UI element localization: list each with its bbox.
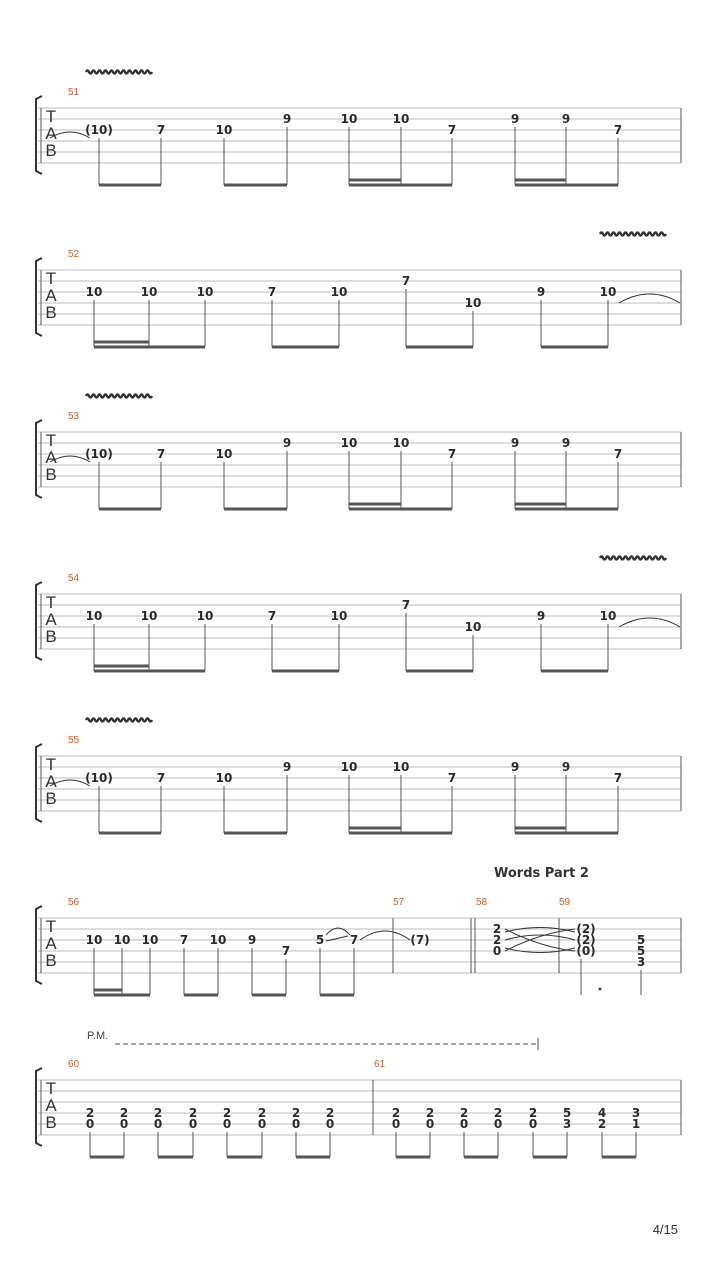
fret-number: 9 xyxy=(510,112,520,126)
fret-number: (10) xyxy=(85,123,113,137)
fret-number: 2 xyxy=(425,1106,435,1120)
fret-number: 5 xyxy=(636,933,646,947)
note-beam xyxy=(320,994,354,997)
fret-number: (2) xyxy=(576,922,596,936)
fret-number: 2 xyxy=(459,1106,469,1120)
note-beam xyxy=(94,670,205,673)
tie-slur xyxy=(505,935,575,940)
vibrato-mark xyxy=(86,719,152,722)
fret-number: 9 xyxy=(247,933,257,947)
fret-number: 2 xyxy=(493,1106,503,1120)
fret-number: 9 xyxy=(282,436,292,450)
note-beam xyxy=(158,1156,193,1159)
tab-letter-t: T xyxy=(45,269,57,288)
note-beam xyxy=(349,184,452,187)
tab-staff-5 xyxy=(36,719,681,835)
fret-number: 0 xyxy=(291,1117,301,1131)
note-beam xyxy=(224,184,287,187)
fret-number: 9 xyxy=(510,436,520,450)
fret-number: 2 xyxy=(528,1106,538,1120)
tie-slur xyxy=(619,618,680,627)
tab-letter-t: T xyxy=(45,1079,57,1098)
fret-number: 10 xyxy=(599,609,617,623)
note-beam xyxy=(94,341,149,344)
fret-number: 7 xyxy=(401,598,411,612)
note-beam xyxy=(602,1156,636,1159)
fret-number: 7 xyxy=(447,447,457,461)
note-beam xyxy=(99,184,161,187)
vibrato-mark xyxy=(86,71,152,74)
note-beam xyxy=(94,989,122,992)
fret-number: 0 xyxy=(188,1117,198,1131)
fret-number: 9 xyxy=(561,760,571,774)
tab-letter-a: A xyxy=(45,1096,57,1115)
tie-slur xyxy=(619,294,680,303)
fret-number: 9 xyxy=(536,609,546,623)
fret-number: 2 xyxy=(325,1106,335,1120)
fret-number: 2 xyxy=(153,1106,163,1120)
fret-number: 10 xyxy=(340,436,358,450)
fret-number: 10 xyxy=(85,933,103,947)
tab-letter-t: T xyxy=(45,431,57,450)
fret-number: 2 xyxy=(391,1106,401,1120)
note-beam xyxy=(515,832,618,835)
fret-number: 2 xyxy=(492,922,502,936)
fret-number: 5 xyxy=(315,933,325,947)
fret-number: 3 xyxy=(562,1117,572,1131)
note-beam xyxy=(99,508,161,511)
fret-number: 7 xyxy=(613,447,623,461)
note-beam xyxy=(464,1156,498,1159)
fret-number: 10 xyxy=(340,760,358,774)
tie-slur xyxy=(360,931,410,940)
fret-number: 7 xyxy=(447,771,457,785)
fret-number: 7 xyxy=(267,285,277,299)
tab-letter-b: B xyxy=(45,789,57,808)
measure-number: 54 xyxy=(68,573,80,584)
tab-letter-a: A xyxy=(45,934,57,953)
fret-number: 10 xyxy=(215,123,233,137)
section-label: Words Part 2 xyxy=(494,866,589,881)
fret-number: 0 xyxy=(528,1117,538,1131)
fret-number: (0) xyxy=(576,944,596,958)
tab-letter-b: B xyxy=(45,627,57,646)
fret-number: (10) xyxy=(85,447,113,461)
fret-number: (2) xyxy=(576,933,596,947)
tab-letter-b: B xyxy=(45,465,57,484)
fret-number: 2 xyxy=(188,1106,198,1120)
fret-number: 0 xyxy=(391,1117,401,1131)
note-beam xyxy=(515,508,618,511)
fret-number: 9 xyxy=(282,112,292,126)
tab-staff-2 xyxy=(36,233,681,349)
fret-number: 9 xyxy=(536,285,546,299)
note-beam xyxy=(272,346,339,349)
tab-letter-a: A xyxy=(45,124,57,143)
fret-number: 10 xyxy=(140,285,158,299)
page-number: 4/15 xyxy=(652,1222,678,1237)
fret-number: 2 xyxy=(291,1106,301,1120)
fret-number: 2 xyxy=(257,1106,267,1120)
fret-number: 0 xyxy=(459,1117,469,1131)
note-beam xyxy=(94,346,205,349)
tab-letter-b: B xyxy=(45,303,57,322)
fret-number: 10 xyxy=(215,447,233,461)
fret-number: 7 xyxy=(156,123,166,137)
tab-staff-6 xyxy=(36,866,681,997)
fret-number: 10 xyxy=(330,609,348,623)
note-beam xyxy=(406,346,473,349)
note-beam xyxy=(515,184,618,187)
fret-number: 10 xyxy=(113,933,131,947)
tab-letter-a: A xyxy=(45,448,57,467)
fret-number: 9 xyxy=(561,112,571,126)
fret-number: 7 xyxy=(613,123,623,137)
fret-number: 10 xyxy=(392,436,410,450)
note-beam xyxy=(533,1156,567,1159)
fret-number: (7) xyxy=(410,933,430,947)
note-beam xyxy=(396,1156,430,1159)
note-beam xyxy=(515,827,566,830)
tab-letter-a: A xyxy=(45,286,57,305)
fret-number: 10 xyxy=(141,933,159,947)
fret-number: 0 xyxy=(119,1117,129,1131)
note-beam xyxy=(349,508,452,511)
measure-number: 52 xyxy=(68,249,80,260)
fret-number: 10 xyxy=(464,296,482,310)
fret-number: 10 xyxy=(392,112,410,126)
note-beam xyxy=(272,670,339,673)
note-beam xyxy=(227,1156,262,1159)
fret-number: 7 xyxy=(267,609,277,623)
vibrato-mark xyxy=(86,395,152,398)
fret-number: 0 xyxy=(153,1117,163,1131)
note-beam xyxy=(224,508,287,511)
tab-staff-1 xyxy=(36,71,681,187)
fret-number: 0 xyxy=(85,1117,95,1131)
note-beam xyxy=(252,994,286,997)
fret-number: 7 xyxy=(179,933,189,947)
note-beam xyxy=(541,346,608,349)
note-beam xyxy=(349,503,401,506)
note-beam xyxy=(94,994,150,997)
fret-number: 9 xyxy=(510,760,520,774)
fret-number: 7 xyxy=(613,771,623,785)
fret-number: 0 xyxy=(492,944,502,958)
measure-number: 57 xyxy=(393,897,405,908)
fret-number: 7 xyxy=(156,447,166,461)
fret-number: 3 xyxy=(636,955,646,969)
fret-number: (10) xyxy=(85,771,113,785)
fret-number: 7 xyxy=(281,944,291,958)
fret-number: 10 xyxy=(340,112,358,126)
fret-number: 2 xyxy=(119,1106,129,1120)
fret-number: 9 xyxy=(282,760,292,774)
fret-number: 5 xyxy=(562,1106,572,1120)
fret-number: 5 xyxy=(636,944,646,958)
fret-number: 0 xyxy=(257,1117,267,1131)
note-beam xyxy=(349,827,401,830)
tab-letter-t: T xyxy=(45,917,57,936)
tab-letter-b: B xyxy=(45,951,57,970)
fret-number: 0 xyxy=(425,1117,435,1131)
note-beam xyxy=(515,503,566,506)
fret-number: 10 xyxy=(599,285,617,299)
fret-number: 0 xyxy=(222,1117,232,1131)
tab-letter-a: A xyxy=(45,772,57,791)
fret-number: 7 xyxy=(156,771,166,785)
fret-number: 10 xyxy=(330,285,348,299)
tab-letter-b: B xyxy=(45,141,57,160)
note-beam xyxy=(94,665,149,668)
fret-number: 10 xyxy=(464,620,482,634)
measure-number: 56 xyxy=(68,897,80,908)
fret-number: 10 xyxy=(392,760,410,774)
tab-letter-a: A xyxy=(45,610,57,629)
dot-mark xyxy=(599,988,602,991)
palm-mute-label: P.M. xyxy=(87,1030,109,1042)
note-beam xyxy=(541,670,608,673)
note-beam xyxy=(90,1156,124,1159)
fret-number: 0 xyxy=(493,1117,503,1131)
tab-letter-t: T xyxy=(45,107,57,126)
tie-slur xyxy=(505,948,575,953)
note-beam xyxy=(349,179,401,182)
fret-number: 3 xyxy=(631,1106,641,1120)
fret-number: 10 xyxy=(196,285,214,299)
fret-number: 7 xyxy=(401,274,411,288)
fret-number: 9 xyxy=(561,436,571,450)
note-beam xyxy=(99,832,161,835)
fret-number: 10 xyxy=(85,285,103,299)
fret-number: 2 xyxy=(597,1117,607,1131)
fret-number: 2 xyxy=(492,933,502,947)
measure-number: 51 xyxy=(68,87,80,98)
fret-number: 2 xyxy=(85,1106,95,1120)
measure-number: 61 xyxy=(374,1059,386,1070)
tab-staff-4 xyxy=(36,557,681,673)
note-beam xyxy=(296,1156,330,1159)
note-beam xyxy=(349,832,452,835)
tab-staff-3 xyxy=(36,395,681,511)
measure-number: 59 xyxy=(559,897,571,908)
tab-staff-7 xyxy=(36,1030,681,1159)
tab-letter-b: B xyxy=(45,1113,57,1132)
note-beam xyxy=(224,832,287,835)
fret-number: 10 xyxy=(85,609,103,623)
vibrato-mark xyxy=(600,557,666,560)
fret-number: 10 xyxy=(209,933,227,947)
tie-slur xyxy=(505,928,575,933)
fret-number: 10 xyxy=(140,609,158,623)
measure-number: 53 xyxy=(68,411,80,422)
fret-number: 10 xyxy=(215,771,233,785)
fret-number: 2 xyxy=(222,1106,232,1120)
note-beam xyxy=(406,670,473,673)
fret-number: 4 xyxy=(597,1106,607,1120)
measure-number: 60 xyxy=(68,1059,80,1070)
note-beam xyxy=(515,179,566,182)
fret-number: 0 xyxy=(325,1117,335,1131)
fret-number: 10 xyxy=(196,609,214,623)
fret-number: 7 xyxy=(349,933,359,947)
vibrato-mark xyxy=(600,233,666,236)
measure-number: 58 xyxy=(476,897,488,908)
tab-letter-t: T xyxy=(45,593,57,612)
measure-number: 55 xyxy=(68,735,80,746)
fret-number: 7 xyxy=(447,123,457,137)
fret-number: 1 xyxy=(631,1117,641,1131)
tab-letter-t: T xyxy=(45,755,57,774)
note-beam xyxy=(184,994,218,997)
